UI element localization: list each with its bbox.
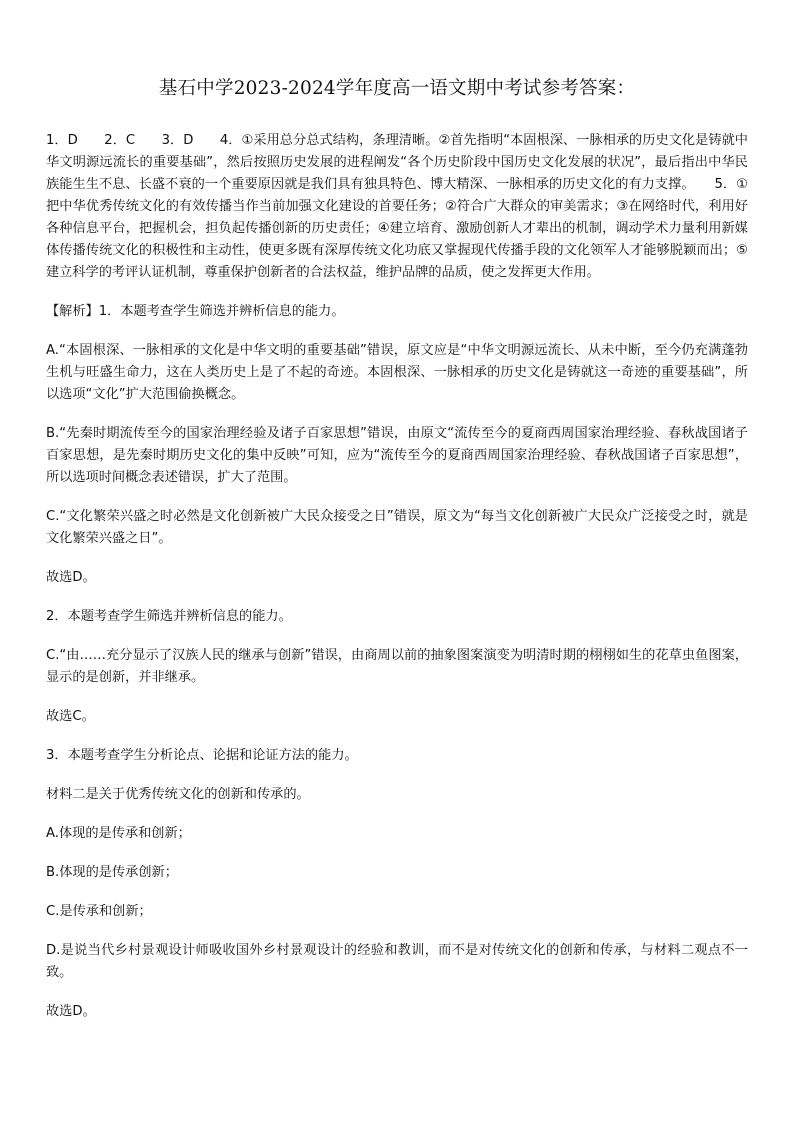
analysis-q2-option-c: C.“由……充分显示了汉族人民的继承与创新”错误，由商周以前的抽象图案演变为明清时期的栩栩如生的花草虫鱼图案，显示的是创新，并非继承。 bbox=[46, 648, 748, 685]
analysis-q3-option-d: D.是说当代乡村景观设计师吸收国外乡村景观设计的经验和教训，而不是对传统文化的创新和传承，与材料二观点不一致。 bbox=[46, 943, 748, 980]
analysis-q1-heading: 【解析】1．本题考查学生筛选并辨析信息的能力。 bbox=[46, 304, 345, 319]
analysis-q1-option-a: A.“本固根深、一脉相承的文化是中华文明的重要基础”错误，原文应是“中华文明源远流长、从未中断，至今仍充满蓬勃生机与旺盛生命力，这在人类历史上是了不起的奇迹。本固根深、一脉相承的历史文化是铸就这一奇迹的重要基础”，所以选项“文化”扩大范围偷换概念。 bbox=[46, 343, 748, 402]
page-title: 基石中学2023-2024学年度高一语文期中考试参考答案： bbox=[158, 78, 636, 99]
analysis-q3-option-b: B.体现的是传承创新； bbox=[46, 865, 178, 880]
analysis-q1-option-b: B.“先秦时期流传至今的国家治理经验及诸子百家思想”错误，由原文“流传至今的夏商西周国家治理经验、春秋战国诸子百家思想，是先秦时期历史文化的集中反映”可知，应为“流传至今的夏商西周国家治理经验、春秋战国诸子百家思想”，所以选项时间概念表述错误，扩大了范围。 bbox=[46, 426, 748, 485]
analysis-q1-choice: 故选D。 bbox=[46, 570, 96, 585]
analysis-q3-option-c: C.是传承和创新； bbox=[46, 904, 152, 919]
analysis-q3-heading: 3．本题考查学生分析论点、论据和论证方法的能力。 bbox=[46, 748, 358, 763]
analysis-q1-option-c: C.“文化繁荣兴盛之时必然是文化创新被广大民众接受之日”错误，原文为“每当文化创新被广大民众广泛接受之时，就是文化繁荣兴盛之日”。 bbox=[46, 509, 748, 546]
analysis-q2-heading: 2．本题考查学生筛选并辨析信息的能力。 bbox=[46, 609, 292, 624]
analysis-q3-option-a: A.体现的是传承和创新； bbox=[46, 826, 191, 841]
analysis-q3-choice: 故选D。 bbox=[46, 1004, 96, 1019]
analysis-q2-choice: 故选C。 bbox=[46, 709, 95, 724]
answers-paragraph: 1．D 2．C 3．D 4．①采用总分总式结构，条理清晰。②首先指明“本固根深、一脉相承的历史文化是铸就中华文明源远流长的重要基础”，然后按照历史发展的进程阐发“各个历史阶段中国历史文化发展的状况”，最后指出中华民族能生生不息、长盛不衰的一个重要原因就是我们具有独具特色、博大精深、一脉相承的历史文化的有力支撑。 5．①把中华优秀传统文化的有效传播当作当前加强文化建设的首要任务；②符合广大群众的审美需求；③在网络时代，利用好各种信息平台，把握机会，担负起传播创新的历史责任；④建立培育、激励创新人才辈出的机制，调动学术力量利用新媒体传播传统文化的积极性和主动性，使更多既有深厚传统文化功底又掌握现代传播手段的文化领军人才能够脱颖而出；⑤建立科学的考评认证机制，尊重保护创新者的合法权益，维护品牌的品质，使之发挥更大作用。 bbox=[46, 133, 748, 280]
analysis-q3-material: 材料二是关于优秀传统文化的创新和传承的。 bbox=[46, 787, 310, 802]
